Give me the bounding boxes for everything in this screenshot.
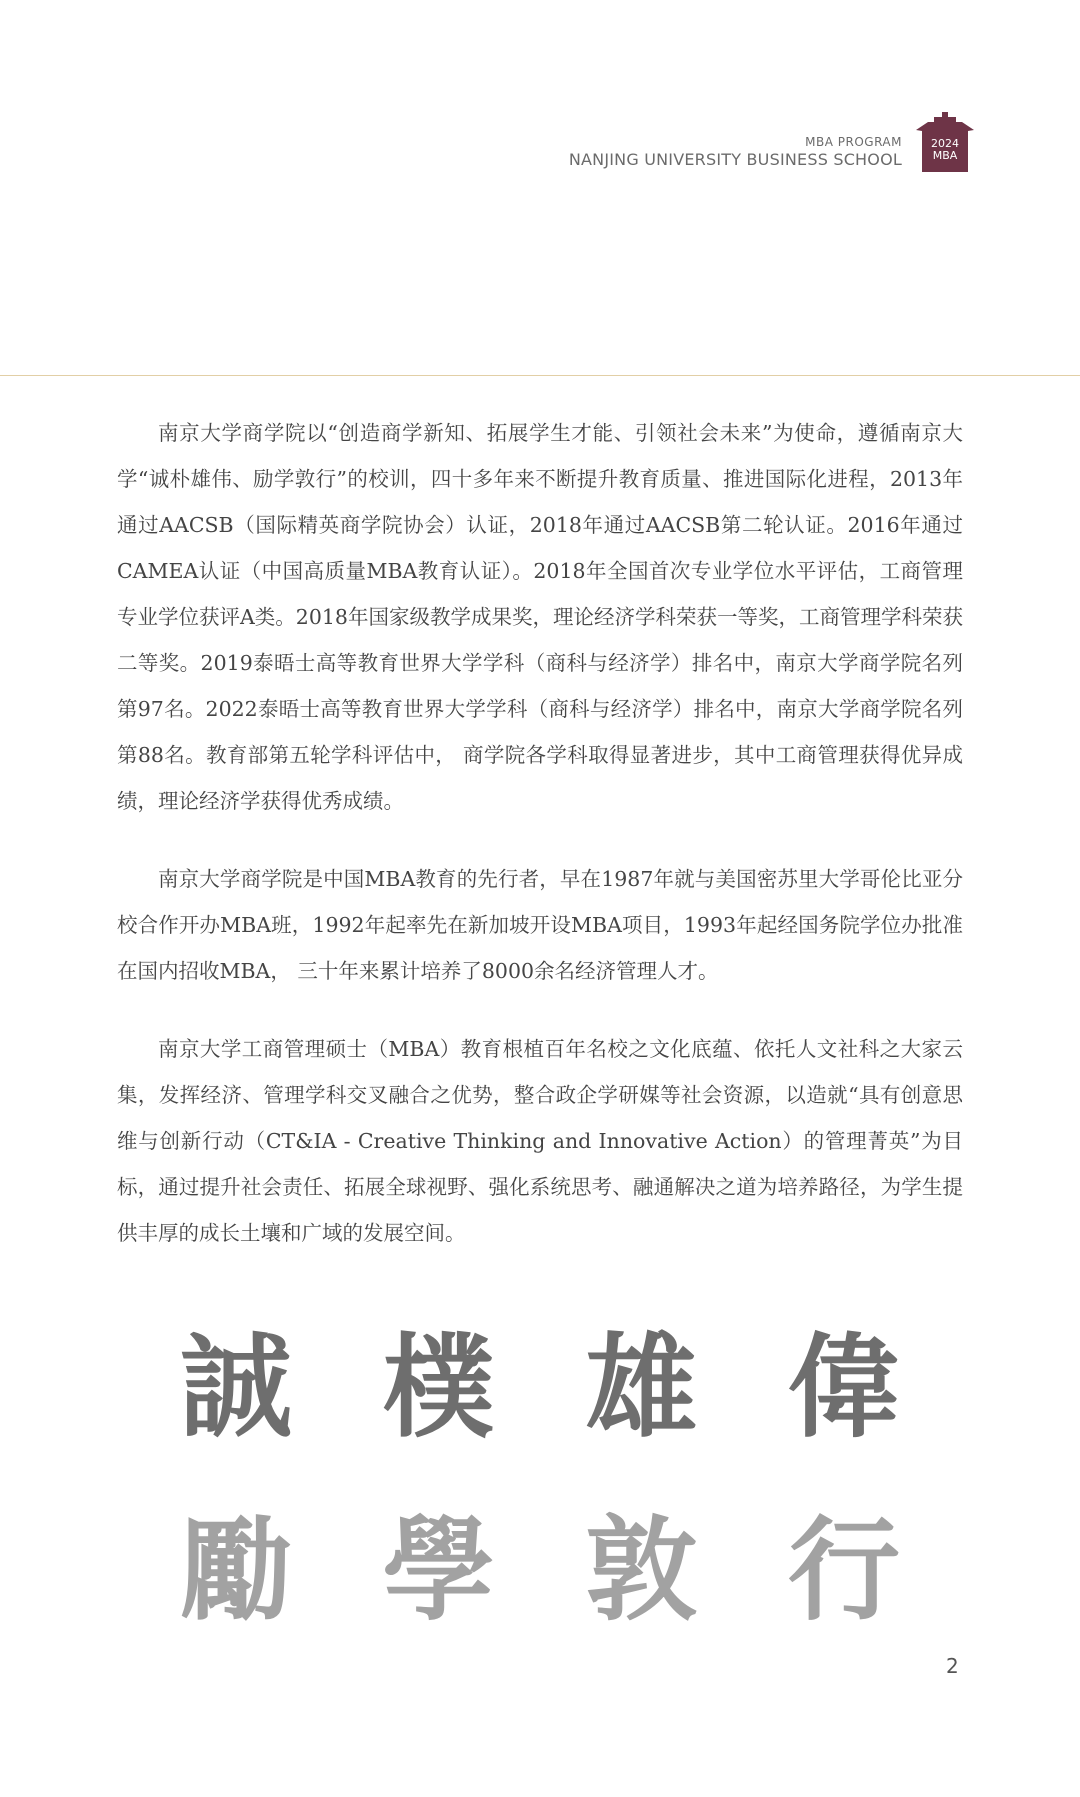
motto-char: 敦 [585,1505,698,1636]
mba-logo [912,112,978,172]
paragraph: 南京大学商学院以“创造商学新知、拓展学生才能、引领社会未来”为使命，遵循南京大学“诚朴雄伟、励学敦行”的校训，四十多年来不断提升教育质量、推进国际化进程，2013年通过AACSB（国际精英商学院协会）认证，2018年通过AACSB第二轮认证。2016年通过CAMEA认证（中国高质量MBA教育认证）。2018年全国首次专业学位水平评估，工商管理专业学位获评A类。2018年国家级教学成果奖，理论经济学科荣获一等奖，工商管理学科荣获二等奖。2019泰晤士高等教育世界大学学科（商科与经济学）排名中，南京大学商学院名列第97名。2022泰晤士高等教育世界大学学科（商科与经济学）排名中，南京大学商学院名列第88名。教育部第五轮学科评估中， 商学院各学科取得显著进步，其中工商管理获得优异成绩，理论经济学获得优秀成绩。 [117,421,963,813]
school-name: NANJING UNIVERSITY BUSINESS SCHOOL [568,150,902,169]
motto-char: 誠 [180,1322,292,1453]
program-label: MBA PROGRAM [805,135,902,149]
motto-char: 行 [787,1505,900,1636]
paragraph: 南京大学商学院是中国MBA教育的先行者，早在1987年就与美国密苏里大学哥伦比亚分校合作开办MBA班，1992年起率先在新加坡开设MBA项目，1993年起经国务院学位办批准在国内招收MBA， 三十年来累计培养了8000余名经济管理人才。 [117,867,963,983]
motto-row-2 [180,1505,900,1636]
header-text [569,136,902,168]
body-text [117,410,963,1288]
motto-char: 雄 [585,1322,698,1453]
logo-year: 2024 [931,137,959,150]
page-number: 2 [946,1654,959,1678]
header-divider [0,375,1080,376]
motto-char: 樸 [382,1322,495,1453]
motto-row-1 [180,1322,900,1453]
motto-char: 學 [382,1505,495,1636]
paragraph: 南京大学工商管理硕士（MBA）教育根植百年名校之文化底蕴、依托人文社科之大家云集，发挥经济、管理学科交叉融合之优势，整合政企学研媒等社会资源，以造就“具有创意思维与创新行动（CT&IA - Creative Thinking and Innovative Action）的管理菁英”为目标，通过提升社会责任、拓展全球视野、强化系统思考、融通解决之道为培养路径，为学生提供丰厚的成长土壤和广域的发展空间。 [117,1037,963,1245]
motto-char: 勵 [180,1505,292,1636]
logo-label: MBA [932,149,958,162]
motto-char: 偉 [787,1322,900,1453]
